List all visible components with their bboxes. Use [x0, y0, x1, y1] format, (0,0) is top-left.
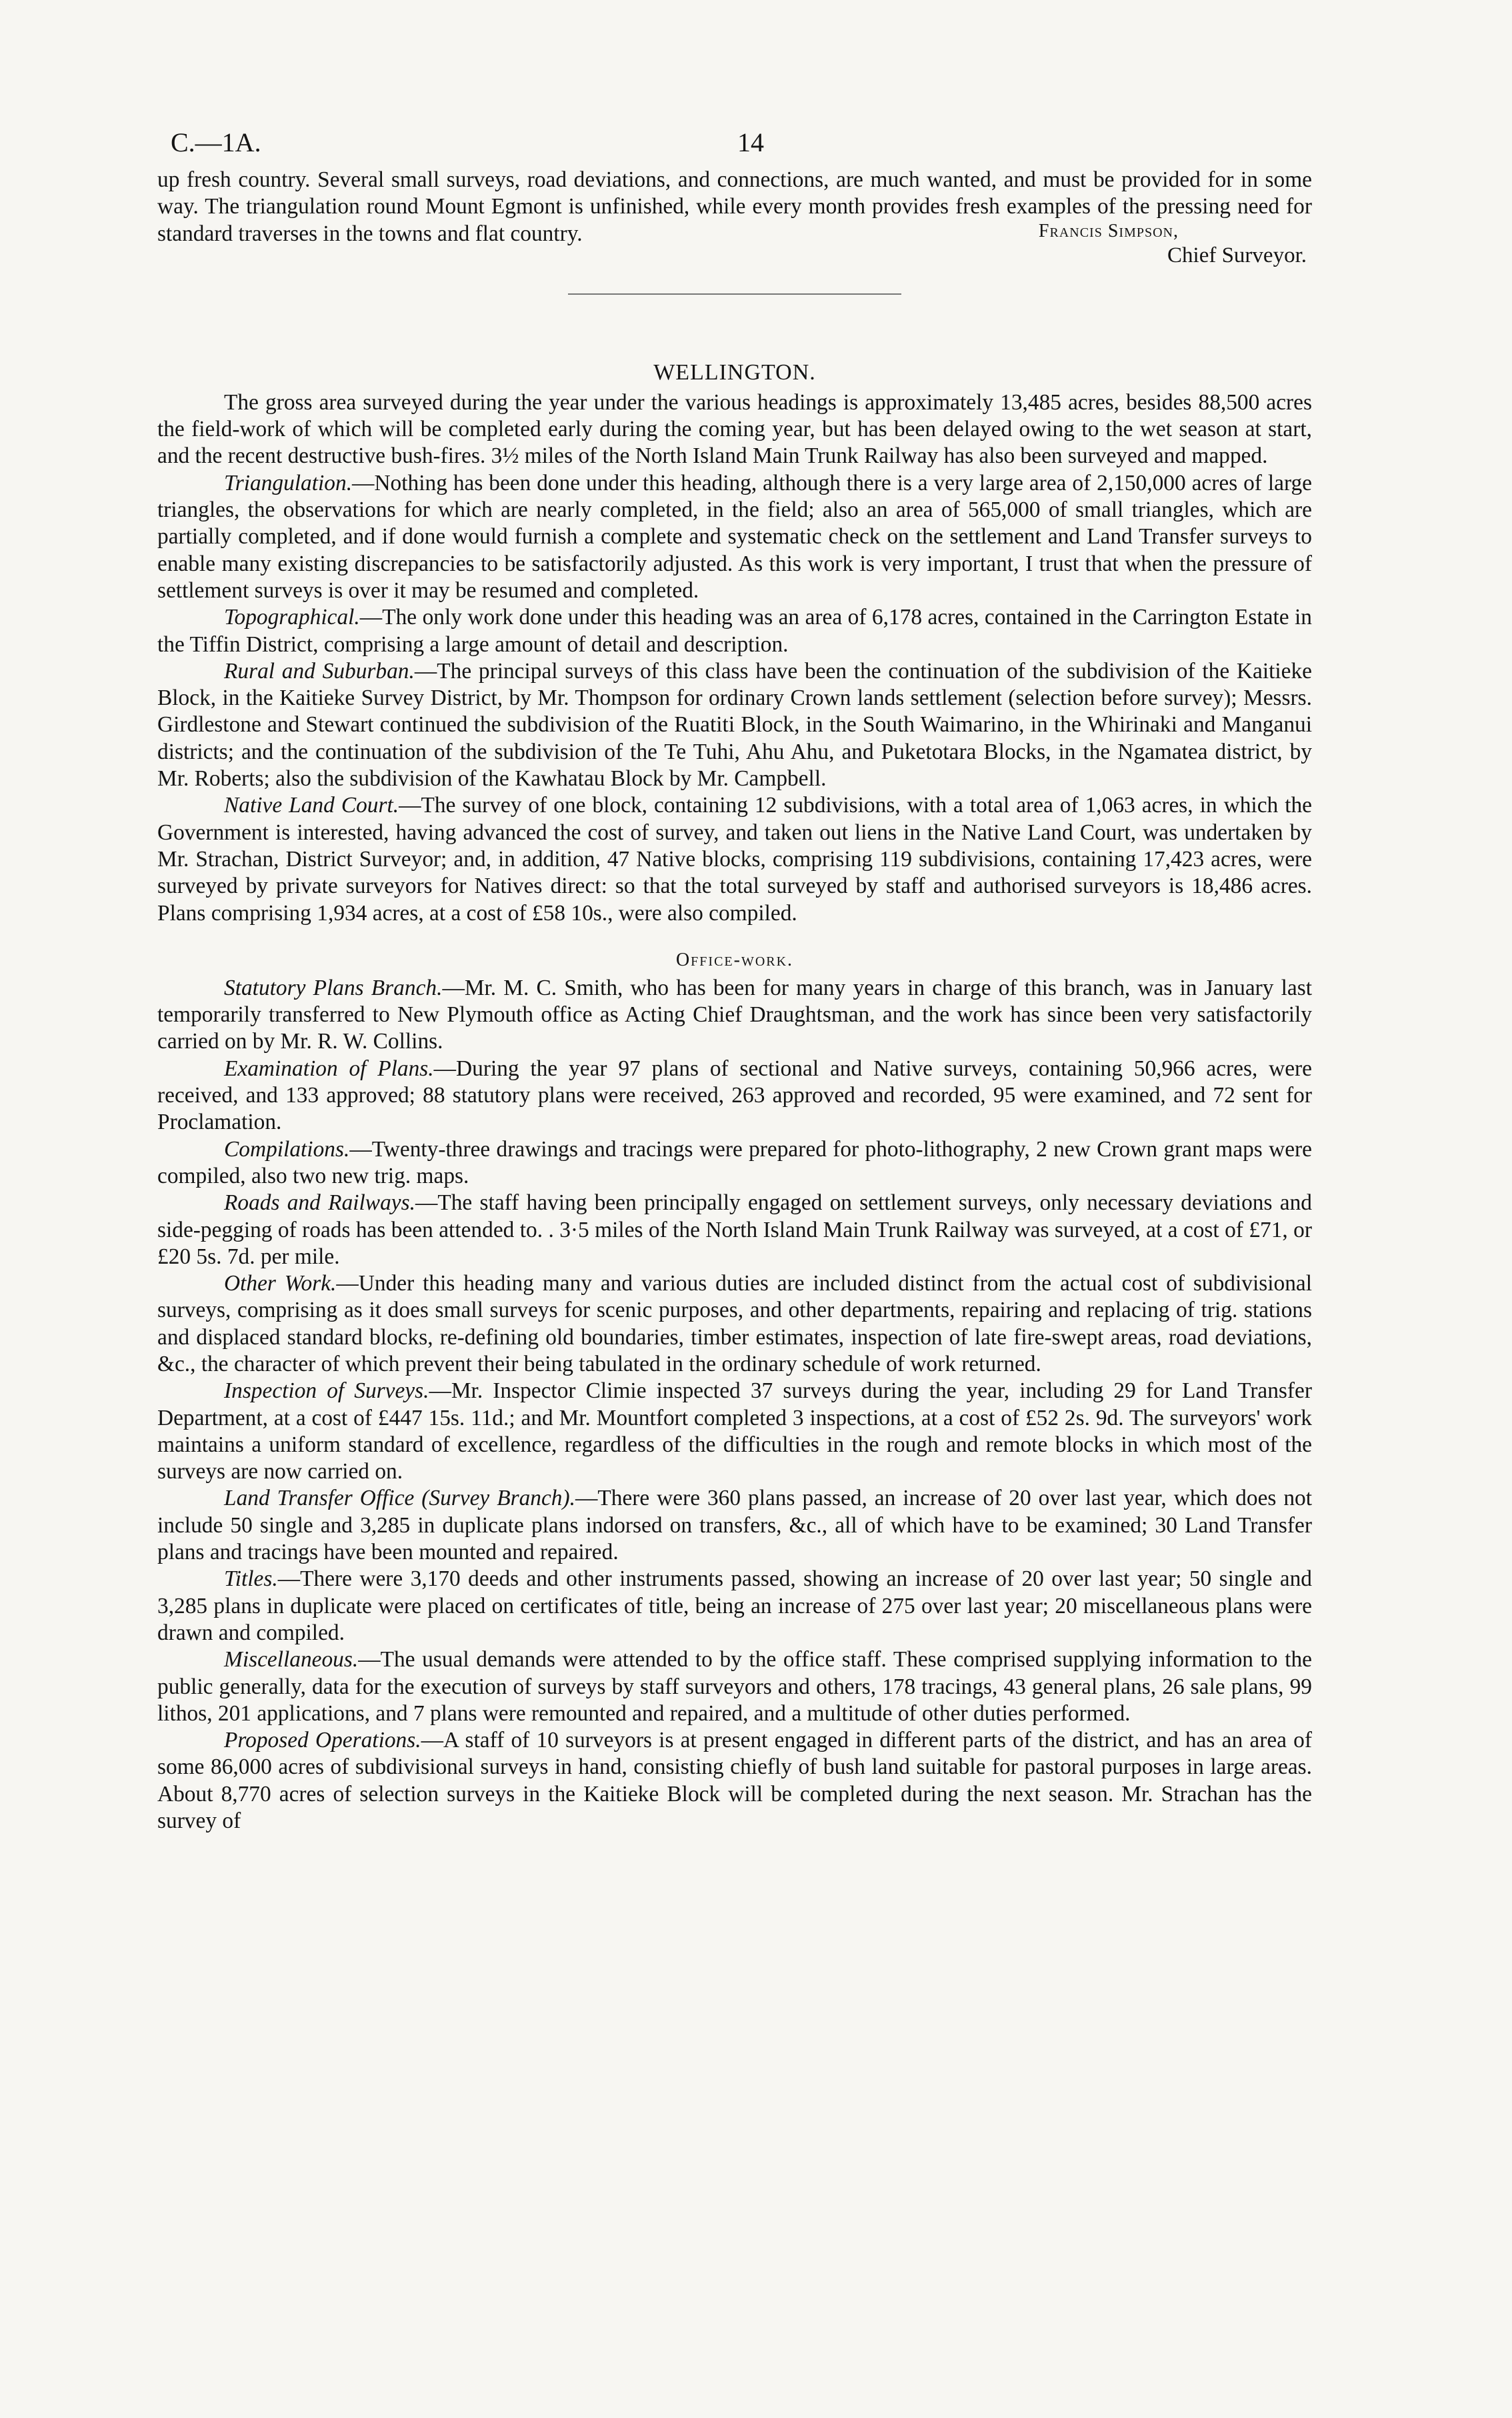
paragraph-text: —Twenty-three drawings and tracings were prepared for photo-lithography, 2 new Crown grant maps were compiled, also two new trig. maps.: [157, 1136, 1312, 1188]
paragraph-lead: Compilations.: [224, 1136, 350, 1162]
paragraph-lead: Proposed Operations.: [224, 1728, 421, 1753]
paragraph: [157, 1056, 1312, 1136]
document-page: [157, 127, 1312, 1835]
paragraph: [157, 1270, 1312, 1378]
intro-paragraph: up fresh country. Several small surveys, road deviations, and connections, are much wanted, and must be provided for in some way. The triangulation round Mount Egmont is unfinished, while every month provides fresh examples of the pressing need for standard traverses in the towns and flat country.: [157, 167, 1312, 246]
section-title-office-work: Office-work.: [675, 949, 794, 970]
paragraph: [157, 1136, 1312, 1190]
paragraph: [157, 1566, 1312, 1646]
page-number: 14: [737, 127, 764, 157]
paragraph-text: —A staff of 10 surveyors is at present engaged in different parts of the district, and has an area of some 86,000 acres of subdivisional surveys in hand, consisting chiefly of bush land suitable for pastoral purposes in large areas. About 8,770 acres of selection surveys in the Kaitieke Block will be completed during the next season. Mr. Strachan has the survey of: [157, 1728, 1313, 1834]
paragraph-text: —Nothing has been done under this heading, although there is a very large area of 2,150,000 acres of large triangles, the observations for which are nearly completed, in the field; also an area of 565,000 of small triangles, which are partially completed, and if done would furnish a complete and systematic check on the settlement and Land Transfer surveys to enable many existing discrepancies to be satisfactorily adjusted. As this work is very important, I trust that when the pressure of settlement surveys is over it may be resumed and completed.: [157, 470, 1312, 603]
paragraph-text: —The survey of one block, containing 12 subdivisions, with a total area of 1,063 acres, in which the Government is interested, having advanced the cost of survey, and taken out liens in the Native Land Court, was undertaken by Mr. Strachan, District Surveyor; and, in addition, 47 Native blocks, comprising 119 subdivisions, containing 17,423 acres, were surveyed by private surveyors for Natives direct: so that the total surveyed by staff and authorised surveyors is 18,486 acres. Plans comprising 1,934 acres, at a cost of £58 10s., were also compiled.: [157, 793, 1313, 926]
paragraph: [157, 792, 1312, 926]
paragraph-lead: Other Work.: [224, 1271, 337, 1296]
paragraph-lead: Inspection of Surveys.: [224, 1378, 429, 1404]
paragraph-text: —Mr. M. C. Smith, who has been for many years in charge of this branch, was in January last temporarily transferred to New Plymouth office as Acting Chief Draughtsman, and the work has since been very satisfactorily carried on by Mr. R. W. Collins.: [157, 975, 1312, 1054]
section-title-wellington: WELLINGTON.: [653, 359, 816, 385]
paragraph-text: —The only work done under this heading was an area of 6,178 acres, contained in the Carrington Estate in the Tiffin District, comprising a large amount of detail and description.: [157, 605, 1312, 657]
paragraph-lead: Native Land Court.: [224, 793, 399, 818]
paragraph-lead: Examination of Plans.: [224, 1056, 434, 1081]
wellington-section: [157, 389, 1312, 927]
paragraph-lead: Miscellaneous.: [224, 1647, 359, 1672]
paragraph-text: —During the year 97 plans of sectional and Native surveys, containing 50,966 acres, were received, and 133 approved; 88 statutory plans were received, 263 approved and recorded, 95 were examined, and 72 sent for Proclamation.: [157, 1056, 1313, 1135]
paragraph-text: —Under this heading many and various duties are included distinct from the actual cost of subdivisional surveys, comprising as it does small surveys for scenic purposes, and other departments, repairing and replacing of trig. stations and displaced standard blocks, re-defining old boundaries, timber estimates, inspection of late fire-swept areas, road deviations, &c., the character of which prevent their being tabulated in the ordinary schedule of work returned.: [157, 1271, 1312, 1376]
paragraph: [157, 389, 1312, 470]
signature-title: Chief Surveyor.: [1167, 243, 1307, 267]
document-code: C.—1A.: [171, 127, 261, 157]
section-divider: [568, 293, 901, 295]
paragraph-text: —The principal surveys of this class have been the continuation of the subdivision of the Kaitieke Block, in the Kaitieke Survey District, by Mr. Thompson for ordinary Crown lands settlement (selection before survey); Messrs. Girdlestone and Stewart continued the subdivision of the Ruatiti Block, in the South Waimarino, in the Whirinaki and Manganui districts; and the continuation of the subdivision of the Te Tuhi, Ahu Ahu, and Puketotara Blocks, in the Ngamatea district, by Mr. Roberts; also the subdivision of the Kawhatau Block by Mr. Campbell.: [157, 658, 1312, 792]
paragraph-lead: Land Transfer Office (Survey Branch).: [224, 1486, 575, 1511]
paragraph-text: —There were 3,170 deeds and other instruments passed, showing an increase of 20 over last year; 50 single and 3,285 plans in duplicate were placed on certificates of title, being an increase of 275 over last year; 20 miscellaneous plans were drawn and compiled.: [157, 1566, 1312, 1645]
signature-name: Francis Simpson,: [1038, 220, 1179, 241]
paragraph: [157, 1646, 1312, 1727]
paragraph: [157, 604, 1312, 658]
paragraph-lead: Triangulation.: [224, 470, 353, 495]
paragraph: [157, 1485, 1312, 1566]
paragraph-lead: Statutory Plans Branch.: [224, 975, 443, 1000]
paragraph: [157, 658, 1312, 792]
office-work-section: [157, 975, 1312, 1835]
paragraph: [157, 1378, 1312, 1485]
page-header: [157, 127, 1312, 167]
paragraph: [157, 1190, 1312, 1270]
paragraph-text: —There were 360 plans passed, an increase of 20 over last year, which does not include 50 single and 3,285 in duplicate plans indorsed on transfers, &c., all of which have to be examined; 30 Land Transfer plans and tracings have been mounted and repaired.: [157, 1486, 1313, 1565]
paragraph: [157, 470, 1312, 604]
paragraph-text: —Mr. Inspector Climie inspected 37 surveys during the year, including 29 for Land Transfer Department, at a cost of £447 15s. 11d.; and Mr. Mountfort completed 3 inspections, at a cost of £52 2s. 9d. The surveyors' work maintains a uniform standard of excellence, regardless of the difficulties in the rough and remote blocks in which most of the surveys are now carried on.: [157, 1378, 1312, 1484]
paragraph-text: —The usual demands were attended to by the office staff. These comprised supplying information to the public generally, data for the execution of surveys by staff surveyors and others, 178 tracings, 43 general plans, 26 sale plans, 99 lithos, 201 applications, and 7 plans were remounted and repaired, and a multitude of other duties performed.: [157, 1647, 1312, 1726]
paragraph: [157, 975, 1312, 1056]
paragraph: [157, 1727, 1312, 1835]
paragraph-lead: Topographical.: [224, 605, 360, 630]
paragraph-text: —The staff having been principally engaged on settlement surveys, only necessary deviations and side-pegging of roads has been attended to. . 3·5 miles of the North Island Main Trunk Railway was surveyed, at a cost of £71, or £20 5s. 7d. per mile.: [157, 1190, 1312, 1269]
paragraph-text: The gross area surveyed during the year under the various headings is approximately 13,485 acres, besides 88,500 acres the field-work of which will be completed early during the coming year, but has been delayed owing to the wet season at start, and the recent destructive bush-fires. 3½ miles of the North Island Main Trunk Railway has also been surveyed and mapped.: [157, 389, 1312, 469]
paragraph-lead: Titles.: [224, 1566, 278, 1592]
paragraph-lead: Roads and Railways.: [224, 1190, 415, 1216]
paragraph-lead: Rural and Suburban.: [224, 658, 415, 684]
